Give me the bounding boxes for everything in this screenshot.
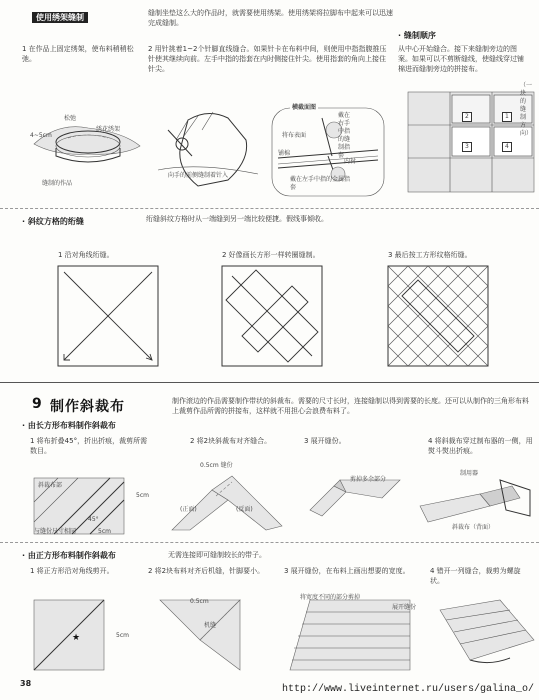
- label-seam-b: 0.5cm: [190, 598, 209, 605]
- diag-step1: 1 沿对角线绗缝。: [58, 251, 114, 259]
- header-label: 使用绣架缝制: [32, 12, 88, 23]
- label-machine: 机缝: [204, 622, 217, 629]
- label-left-thimble: 戴在左手中指的金属指套: [290, 176, 351, 191]
- separator-3: [0, 542, 539, 543]
- page-number: 38: [20, 679, 32, 688]
- top-step2: 2 用针挑着1~2个针脚直线缝合。如果针卡在布料中间，则使用中指指腹推压针使其继续向前。左手中指的指套在内时侧接住针尖。使用指套的角向上接住针尖。: [148, 45, 387, 73]
- label-5cm-a: 5cm: [136, 492, 149, 499]
- bias-joined-strips: [172, 470, 292, 530]
- bias-a1: 1 将布折叠45°，折出折痕，裁剪所需数目。: [30, 437, 148, 455]
- separator-2: [0, 382, 539, 383]
- diag-square-1: [58, 266, 158, 366]
- label-bias-back: 斜裁布（背面）: [452, 524, 495, 531]
- bias-a2: 2 将2块斜裁布对齐缝合。: [190, 437, 272, 445]
- diag-title: · 斜纹方格的绗缝: [22, 217, 84, 226]
- bias-spiral: [440, 600, 534, 670]
- bias-a4: 4 将斜裁布穿过制布器的一侧，用熨斗熨出折痕。: [428, 437, 533, 455]
- label-45deg: 45°: [88, 516, 99, 523]
- label-work: 缝制的作品: [42, 180, 73, 187]
- bias-a3: 3 展开缝份。: [304, 437, 346, 445]
- hand-illustration: [158, 100, 258, 195]
- bias-b4: 4 错开一列缝合，裁剪为螺旋状。: [430, 567, 521, 585]
- order-cell-2: 1: [502, 112, 512, 122]
- bias-b1: 1 将正方形沿对角线剪开。: [30, 567, 114, 575]
- label-thimble-note: 向手的前侧缝制着针入: [168, 172, 229, 179]
- order-side-note: （一块的缝制方向）: [520, 82, 533, 137]
- order-text: 从中心开始缝合。接下来缝制旁边的图案。如果可以不剪断缝线，使缝线穿过铺棉进而缝制旁边的拼接布。: [398, 45, 524, 73]
- order-cell-4: 4: [502, 142, 512, 152]
- bias-b2: 2 将2块布料对齐后机缝，针脚要小。: [148, 567, 265, 575]
- bias-sub2-title: · 由正方形布料制作斜裁布: [22, 551, 116, 560]
- diag-step3: 3 最后按工方形纹格绗缝。: [388, 251, 472, 259]
- bias-sub1-title: · 由长方形布料制作斜裁布: [22, 421, 116, 430]
- label-5cm-b: 5cm: [98, 528, 111, 535]
- section-title: 横截面图: [292, 104, 317, 111]
- label-cm: 4~5cm: [30, 132, 52, 139]
- top-intro: 缝制坐垫这么大的作品时，就需要使用绣架。使用绣架将拉脚布中起来可以迅速完成缝制。: [148, 9, 393, 27]
- label-width-cut: 将宽度不同的部分剪掉: [300, 594, 361, 601]
- label-open-seam: 展开缝份: [392, 604, 417, 611]
- order-cell-3: 3: [462, 142, 472, 152]
- top-step1: 1 在作品上固定绣架，使布料稍稍松弛。: [22, 45, 134, 63]
- bias-section-number: 9: [32, 396, 43, 412]
- diag-step2: 2 好像画长方形一样转圈缝制。: [222, 251, 320, 259]
- label-lining: 内衬: [344, 158, 357, 165]
- bias-b3: 3 展开缝份，在布料上画出想要的宽度。: [284, 567, 410, 575]
- diag-note: 绗缝斜纹方格时从一端缝到另一端比较便捷。假线事倾收。: [146, 215, 328, 223]
- label-front: (正面): [180, 506, 197, 513]
- label-hoop: 绣花绣架: [96, 126, 121, 133]
- diag-square-2: [222, 266, 322, 366]
- label-top-fabric: 将布表面: [282, 132, 307, 139]
- label-right-thimble: 戴在右手中指的缝制指套: [338, 112, 351, 159]
- bias-intro: 制作滚边的作品需要制作带状的斜裁布。需要的尺寸长时，连接缝制以得到需要的长度。还可以从制作的三角形布料上裁剪作品所需的拼接布，这样就不用担心会浪费布料了。: [172, 397, 529, 415]
- bias-section-title: 制作斜裁布: [50, 399, 125, 415]
- label-batting: 铺棉: [278, 150, 291, 157]
- label-tape-maker: 制用器: [460, 470, 479, 477]
- diag-square-3: [388, 266, 488, 366]
- label-5cm-c: 5cm: [116, 632, 129, 639]
- label-bias-strip: 斜裁布部: [38, 482, 63, 489]
- order-title: · 缝制顺序: [398, 31, 436, 40]
- order-cell-1: 2: [462, 112, 472, 122]
- watermark-url: http://www.liveinternet.ru/users/galina_o/: [282, 684, 535, 695]
- label-cut-seam: 剪掉多余部分: [350, 476, 387, 483]
- label-seam-size: 与缝份尺寸相同: [34, 528, 77, 535]
- svg-text:★: ★: [72, 633, 81, 643]
- label-loose: 松弛: [64, 115, 77, 122]
- bias-square-cut: [34, 600, 112, 670]
- label-back: (反面): [236, 506, 253, 513]
- bias-sub2-note: 无需连接即可缝制较长的带子。: [168, 551, 266, 559]
- separator-1: [0, 208, 539, 209]
- bias-triangles-joined: [160, 600, 244, 670]
- label-seam: 0.5cm 缝份: [200, 462, 233, 469]
